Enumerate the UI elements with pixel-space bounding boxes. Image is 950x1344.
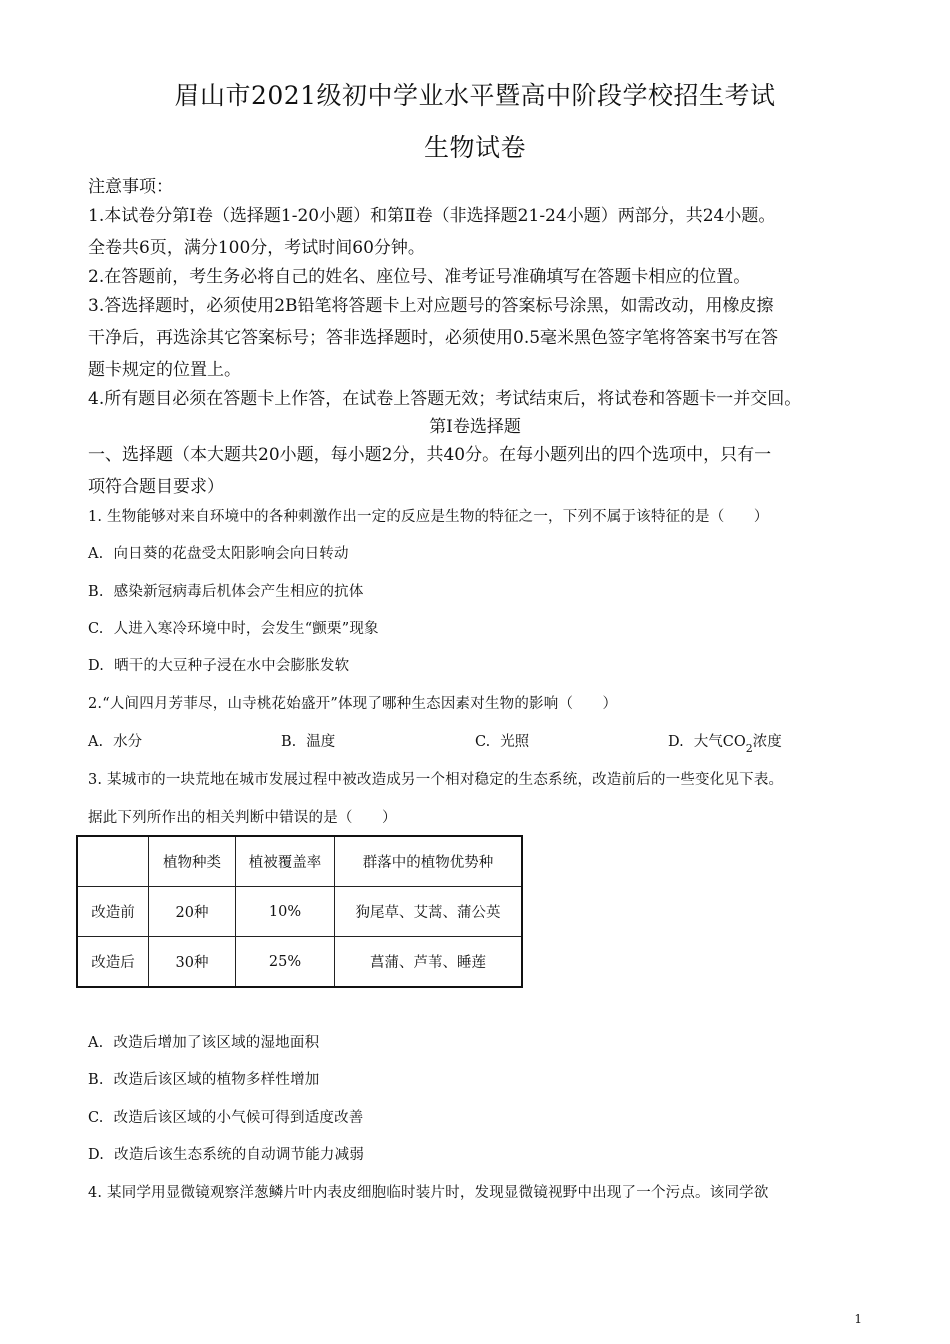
notice-item-2: 2.在答题前，考生务必将自己的姓名、座位号、准考证号准确填写在答题卡相应的位置。	[88, 267, 751, 287]
notice-section	[88, 173, 868, 414]
question-3-stem-cont: 据此下列所作出的相关判断中错误的是（ ）	[88, 810, 397, 826]
question-2-stem: 2.“人间四月芳菲尽，山寺桃花始盛开”体现了哪种生态因素对生物的影响（ ）	[88, 696, 618, 712]
table-cell: 20种	[149, 887, 236, 937]
question-1-option-b: B. 感染新冠病毒后机体会产生相应的抗体	[88, 584, 364, 600]
question-3-option-c: C. 改造后该区域的小气候可得到适度改善	[88, 1110, 364, 1126]
table-cell: 30种	[149, 937, 236, 988]
notice-item-1-cont: 全卷共6页，满分100分，考试时间60分钟。	[88, 238, 425, 258]
question-2-option-c: C. 光照	[475, 734, 530, 750]
question-2-option-a: A. 水分	[88, 734, 143, 750]
question-2-option-d: D. 大气$CO_2$浓度	[668, 734, 782, 755]
question-2-option-b: B. 温度	[281, 734, 336, 750]
section-instructions-line-2: 项符合题目要求）	[88, 477, 224, 497]
table-row	[77, 937, 522, 988]
question-4-stem: 4. 某同学用显微镜观察洋葱鳞片叶内表皮细胞临时装片时，发现显微镜视野中出现了一个污点。该同学欲	[88, 1185, 769, 1201]
section-title: 第Ⅰ卷选择题	[429, 417, 521, 437]
question-3-option-d: D. 改造后该生态系统的自动调节能力减弱	[88, 1147, 365, 1163]
question-3-option-b: B. 改造后该区域的植物多样性增加	[88, 1072, 320, 1088]
question-3-stem: 3. 某城市的一块荒地在城市发展过程中被改造成另一个相对稳定的生态系统，改造前后的一些变化见下表。	[88, 772, 784, 788]
table-cell: 狗尾草、艾蒿、蒲公英	[335, 887, 523, 937]
exam-subtitle: 生物试卷	[423, 133, 526, 162]
notice-item-4: 4.所有题目必须在答题卡上作答，在试卷上答题无效；考试结束后，将试卷和答题卡一并交回。	[88, 389, 802, 409]
table-header-cell: 植物种类	[149, 836, 236, 887]
table-cell: 菖蒲、芦苇、睡莲	[335, 937, 523, 988]
notice-heading: 注意事项：	[88, 177, 173, 197]
notice-item-3: 3.答选择题时，必须使用2B铅笔将答题卡上对应题号的答案标号涂黑，如需改动，用橡皮擦	[88, 296, 774, 316]
notice-item-1: 1.本试卷分第Ⅰ卷（选择题1-20小题）和第Ⅱ卷（非选择题21-24小题）两部分，共24小题。	[88, 206, 776, 226]
question-3-option-a: A. 改造后增加了该区域的湿地面积	[88, 1035, 320, 1051]
table-header-cell: 植被覆盖率	[236, 836, 335, 887]
notice-item-3-cont: 干净后，再选涂其它答案标号；答非选择题时，必须使用0.5毫米黑色签字笔将答案书写在答	[88, 328, 779, 348]
table-header-cell	[77, 836, 149, 887]
question-3-table	[76, 835, 523, 988]
table-header-cell: 群落中的植物优势种	[335, 836, 523, 887]
question-1-option-d: D. 晒干的大豆种子浸在水中会膨胀发软	[88, 658, 350, 674]
page-number: 1	[854, 1312, 862, 1326]
table-cell: 改造前	[77, 887, 149, 937]
question-1-option-a: A. 向日葵的花盘受太阳影响会向日转动	[88, 546, 349, 562]
table-header-row	[77, 836, 522, 887]
question-1-option-c: C. 人进入寒冷环境中时，会发生“颤栗”现象	[88, 621, 379, 637]
question-1-stem: 1. 生物能够对来自环境中的各种刺激作出一定的反应是生物的特征之一，下列不属于该特征的是（ ）	[88, 509, 769, 525]
notice-item-3-cont2: 题卡规定的位置上。	[88, 360, 241, 380]
table-row	[77, 887, 522, 937]
section-instructions	[88, 441, 868, 502]
table-cell: 10%	[236, 887, 335, 937]
section-instructions-line-1: 一、选择题（本大题共20小题，每小题2分，共40分。在每小题列出的四个选项中，只有一	[88, 445, 772, 465]
table-cell: 改造后	[77, 937, 149, 988]
table-cell: 25%	[236, 937, 335, 988]
exam-title: 眉山市2021级初中学业水平暨高中阶段学校招生考试	[174, 81, 776, 110]
